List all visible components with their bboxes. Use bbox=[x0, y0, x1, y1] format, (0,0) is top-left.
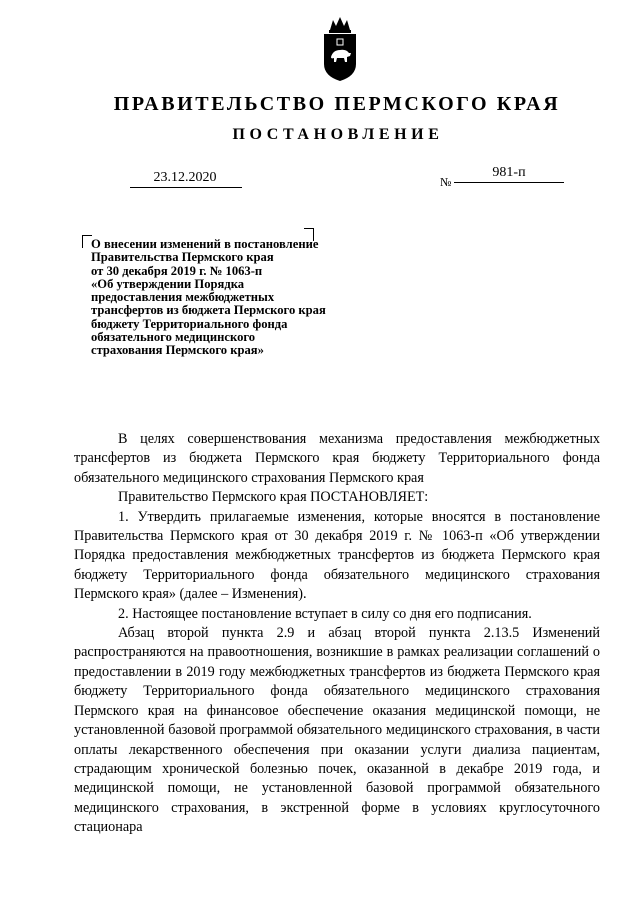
number-sign: № bbox=[440, 175, 452, 189]
document-date: 23.12.2020 bbox=[153, 170, 217, 185]
number-underline bbox=[454, 182, 564, 183]
clause-1-paragraph: 1. Утвердить прилагаемые изменения, которые вносятся в постановление Правительства Пермского края от 30 декабря 2019 г. № 1063-п «Об утверждении Порядка предоставления межбюджетных трансфертов из бюджета Пермского края бюджету Территориального фонда обязательного медицинского страхования Пермского края» (далее – Изменения). bbox=[74, 508, 600, 603]
subject-line: Правительства Пермского края bbox=[91, 250, 274, 265]
clause-2-paragraph: 2. Настоящее постановление вступает в силу со дня его подписания. bbox=[118, 605, 532, 622]
subject-line: предоставления межбюджетных bbox=[91, 290, 275, 305]
subject-line: «Об утверждении Порядка bbox=[91, 276, 245, 291]
document-number: 981-п bbox=[492, 165, 526, 180]
document-body bbox=[74, 430, 600, 838]
subject-line: обязательного медицинского bbox=[91, 330, 256, 345]
subject-line: страхования Пермского края» bbox=[91, 343, 264, 358]
subject-line: О внесении изменений в постановление bbox=[91, 237, 319, 251]
subject-line: от 30 декабря 2019 г. № 1063-п bbox=[91, 263, 263, 278]
resolves-paragraph: Правительство Пермского края ПОСТАНОВЛЯЕТ: bbox=[118, 489, 429, 506]
date-underline bbox=[130, 187, 242, 188]
government-title: ПРАВИТЕЛЬСТВО ПЕРМСКОГО КРАЯ bbox=[113, 93, 561, 115]
retroactive-clause-paragraph: Абзац второй пункта 2.9 и абзац второй пункта 2.13.5 Изменений распространяются на правоотношения, возникшие в рамках реализации соглашений о предоставлении в 2019 году межбюджетных трансфертов из бюджета Пермского края бюджету Территориального фонда обязательного медицинского страхования Пермского края на финансовое обеспечение оказания медицинской помощи, не установленной базовой программой обязательного медицинского страхования, в части оплаты лекарственного обеспечения при оказании услуги диализа пациентам, страдающим хронической болезнью почек, оказанной в декабре 2019 года, и медицинской помощи, не установленной базовой программой обязательного медицинского страхования, в экстренной форме в условиях круглосуточного стационара bbox=[74, 625, 600, 836]
perm-krai-coat-of-arms-icon bbox=[318, 14, 362, 84]
document-subject bbox=[91, 238, 391, 358]
preamble-paragraph: В целях совершенствования механизма предоставления межбюджетных трансфертов из бюджета Пермского края бюджету Территориального фонда обязательного медицинского страхования Пермского края bbox=[74, 431, 600, 486]
document-type: ПОСТАНОВЛЕНИЕ bbox=[232, 126, 444, 143]
subject-line: трансфертов из бюджета Пермского края bbox=[91, 303, 326, 318]
subject-line: бюджету Территориального фонда bbox=[91, 316, 288, 331]
